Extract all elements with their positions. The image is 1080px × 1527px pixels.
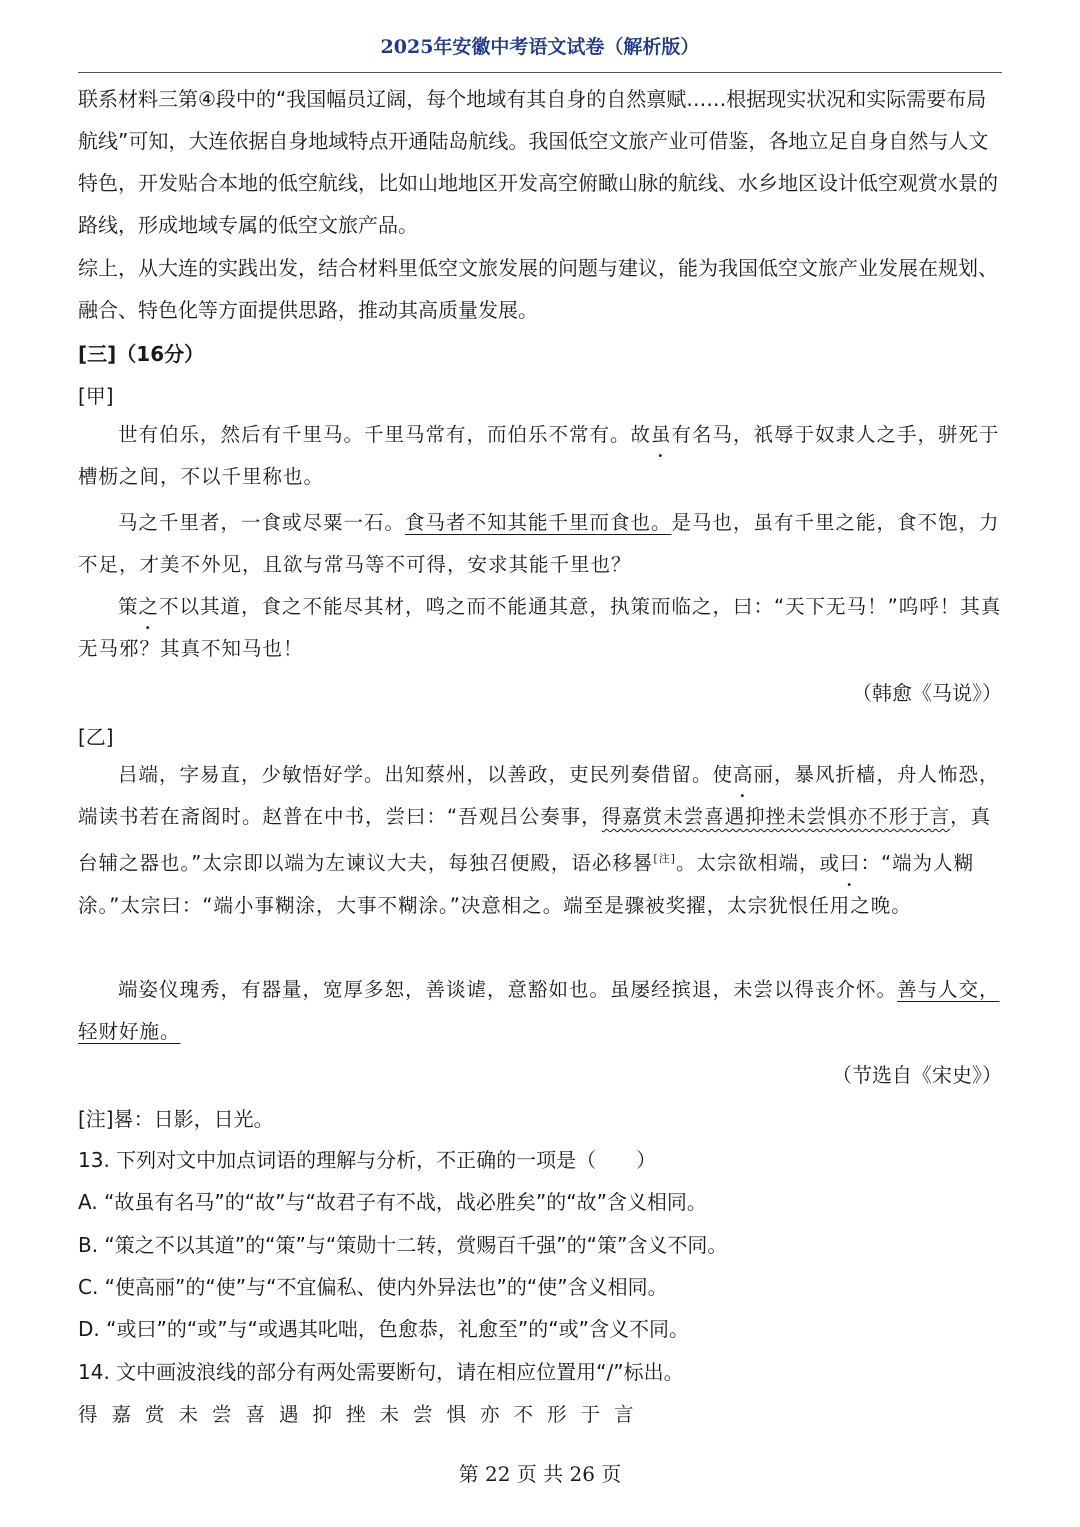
passage-yi-p1-text-b: 高丽，暴风折樯，舟人怖恐，端读书若在斋阁时。赵普在中书，尝曰：“吾观吕公奏事， bbox=[78, 763, 1000, 828]
dotted-word-shi: 使 bbox=[712, 763, 734, 786]
passage-jia-p3-text: 之不以其道，食之不能尽其材，鸣之而不能通其意，执策而临之，曰：“天下无马！”呜呼！其真无马邪？其真不知马也！ bbox=[78, 595, 1002, 660]
question-13-stem: 13. 下列对文中加点词语的理解与分析，不正确的一项是（ ） bbox=[78, 1148, 657, 1172]
wavy-underlined-sentence: 得嘉赏未尝喜遇抑挫未尝惧亦不形于言 bbox=[601, 805, 951, 828]
passage-jia-source: （韩愈《马说》） bbox=[852, 681, 1002, 705]
question-14-stem: 14. 文中画波浪线的部分有两处需要断句，请在相应位置用“/”标出。 bbox=[78, 1360, 684, 1384]
dotted-word-gu: 故 bbox=[630, 423, 652, 446]
footnote-text: [注]晷：日影，日光。 bbox=[78, 1107, 274, 1131]
passage-yi-label: [乙] bbox=[78, 725, 114, 749]
passage-yi-p1-text-a: 吕端，字易直，少敏悟好学。出知蔡州，以善政，吏民列奏借留。 bbox=[118, 763, 713, 786]
passage-jia-p1-text-a: 世有伯乐，然后有千里马。千里马常有，而伯乐不常有。 bbox=[118, 423, 631, 446]
footnote-marker: [注] bbox=[653, 852, 676, 865]
question-13-option-c: C. “使高丽”的“使”与“不宜偏私、使内外异法也”的“使”含义相同。 bbox=[78, 1275, 668, 1299]
question-14-answer-line: 得嘉赏未尝喜遇抑挫未尝惧亦不形于言 bbox=[78, 1403, 648, 1426]
dotted-word-huo: 或 bbox=[819, 851, 840, 875]
underlined-sentence-yi: 善与人交，轻财好施。 bbox=[78, 978, 1000, 1043]
passage-yi-p2-text-a: 端姿仪瑰秀，有器量，宽厚多恕，善谈谑，意豁如也。虽屡经摈退，未尝以得丧介怀。 bbox=[118, 978, 898, 1001]
question-13-option-a: A. “故虽有名马”的“故”与“故君子有不战，战必胜矣”的“故”含义相同。 bbox=[78, 1190, 707, 1214]
question-13-option-d: D. “或曰”的“或”与“或遇其叱咄，色愈恭，礼愈至”的“或”含义不同。 bbox=[78, 1317, 690, 1341]
page-number: 第 22 页 共 26 页 bbox=[458, 1462, 622, 1486]
passage-yi-source: （节选自《宋史》） bbox=[832, 1063, 1002, 1087]
passage-jia-p1-text-b: 虽有名马，祇辱于奴隶人之手，骈死于槽枥之间，不以千里称也。 bbox=[78, 423, 1000, 488]
passage-jia-paragraph-1 bbox=[78, 414, 1002, 498]
question-13-option-b: B. “策之不以其道”的“策”与“策勋十二转，赏赐百千强”的“策”含义不同。 bbox=[78, 1233, 728, 1257]
header-divider bbox=[78, 72, 1002, 73]
dotted-word-ce: 策 bbox=[118, 595, 139, 618]
passage-yi-paragraph-2 bbox=[78, 969, 1002, 1053]
passage-jia-paragraph-2 bbox=[78, 502, 1002, 586]
analysis-paragraph-1: 联系材料三第④段中的“我国幅员辽阔，每个地域有其自身的自然禀赋……根据现实状况和实际需要布局航线”可知，大连依据自身地域特点开通陆岛航线。我国低空文旅产业可借鉴，各地立足自身自然与人文特色，开发贴合本地的低空航线，比如山地地区开发高空俯瞰山脉的航线、水乡地区设计低空观赏水景的路线，形成地域专属的低空文旅产品。 bbox=[78, 87, 998, 237]
passage-yi-p1-text-c: ，真台辅之器也。”太宗即以端为左谏议大夫，每独召便殿，语必移晷 bbox=[78, 805, 992, 875]
passage-jia-label: [甲] bbox=[78, 384, 114, 408]
page-header-title: 2025年安徽中考语文试卷（解析版） bbox=[380, 36, 700, 58]
section-heading: [三]（16分） bbox=[78, 342, 205, 366]
passage-jia-p2-text-a: 马之千里者，一食或尽粟一石。 bbox=[118, 511, 406, 534]
analysis-paragraph-2: 综上，从大连的实践出发，结合材料里低空文旅发展的问题与建议，能为我国低空文旅产业发展在规划、融合、特色化等方面提供思路，推动其高质量发展。 bbox=[78, 256, 998, 322]
passage-jia-paragraph-3 bbox=[78, 586, 1002, 670]
passage-yi-p1-text-d: 。太宗欲相端， bbox=[675, 851, 820, 875]
passage-yi-paragraph-1 bbox=[78, 754, 1002, 927]
passage-jia-p2-text-b: 是马也，虽有千里之能，食不饱，力不足，才美不外见，且欲与常马等不可得，安求其能千里也？ bbox=[78, 511, 1000, 576]
passage-yi-p1-text-e: 曰：“端为人糊涂。”太宗曰：“端小事糊涂，大事不糊涂。”决意相之。端至是骤被奖擢，太宗犹恨任用之晚。 bbox=[78, 851, 975, 917]
underlined-sentence-jia: 食马者不知其能千里而食也。 bbox=[405, 511, 672, 534]
